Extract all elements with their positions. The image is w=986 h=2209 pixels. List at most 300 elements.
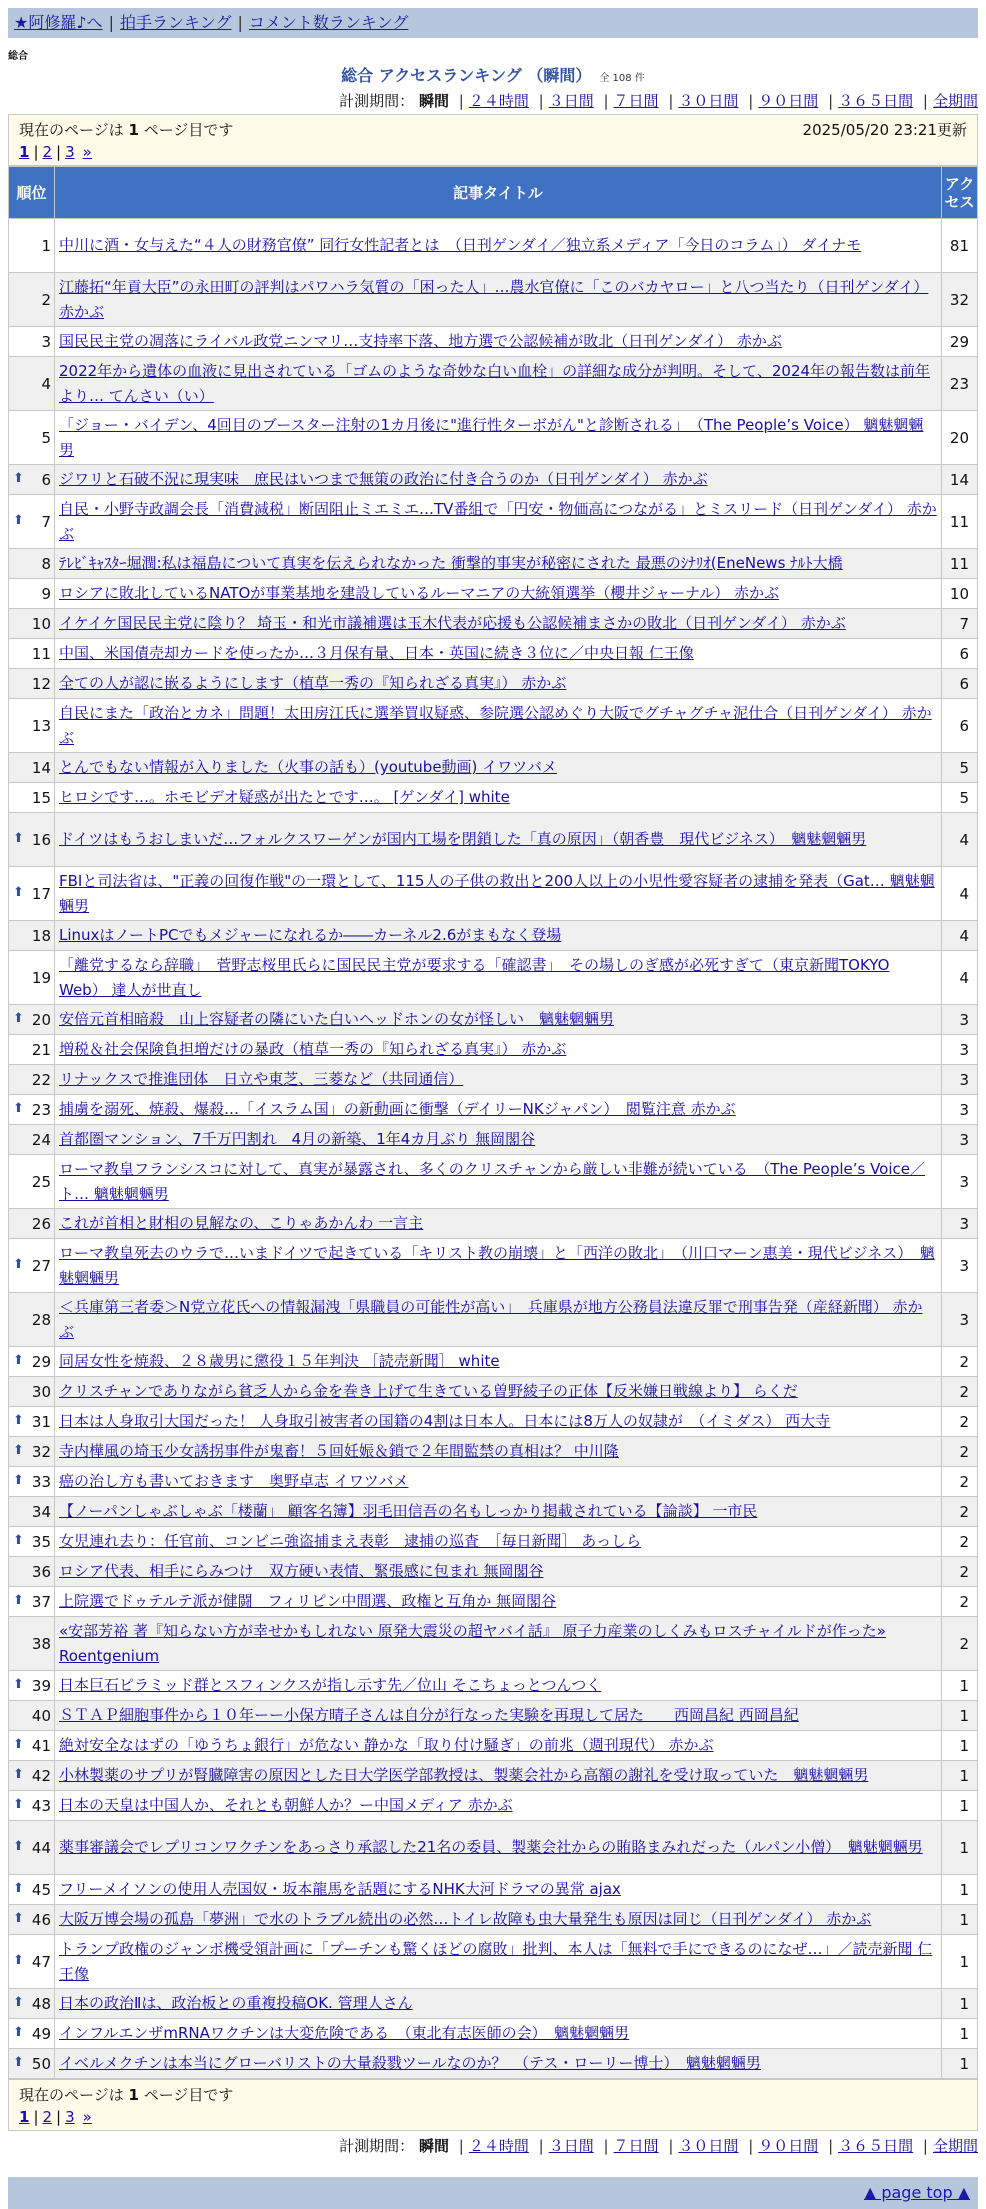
table-row [9, 669, 978, 699]
home-link[interactable]: ★阿修羅♪へ [14, 13, 103, 32]
page-title-text: 総合 アクセスランキング （瞬間） [341, 66, 592, 85]
article-title-link[interactable]: 安倍元首相暗殺 山上容疑者の隣にいた白いヘッドホンの女が怪しい 魑魅魍魎男 [59, 1010, 615, 1028]
article-title-link[interactable]: 2022年から遺体の血液に見出されている「ゴムのような奇妙な白い血栓」の詳細な成分が判明。そして、2024年の報告数は前年より… てんさい（い） [59, 361, 931, 405]
page-link-3-bottom[interactable]: 3 [65, 2108, 75, 2126]
rank-cell [9, 1791, 55, 1821]
rank-number: 8 [41, 554, 51, 573]
rank-up-arrow-icon: ⬆ [13, 1736, 24, 1752]
page-link-3[interactable]: 3 [65, 143, 75, 161]
access-count: 2 [942, 1557, 978, 1587]
period-current: 瞬間 [418, 92, 449, 110]
title-cell [55, 357, 942, 411]
table-row [9, 609, 978, 639]
title-column-header: 記事タイトル [55, 167, 942, 219]
page-link-1-bottom[interactable]: 1 [19, 2108, 30, 2126]
article-title-link[interactable]: 自民・小野寺政調会長「消費減税」断固阻止ミエミエ…TV番組で「円安・物価高につながる」とミスリード（日刊ゲンダイ） 赤かぶ [59, 499, 937, 543]
period-link-365d[interactable]: ３６５日間 [838, 92, 914, 110]
article-title-link[interactable]: 日本の天皇は中国人か、それとも朝鮮人か？ー中国メディア 赤かぶ [59, 1796, 513, 1814]
table-row [9, 1905, 978, 1935]
access-count: 1 [942, 1671, 978, 1701]
table-row [9, 1239, 978, 1293]
access-count: 2 [942, 1587, 978, 1617]
rank-cell [9, 1905, 55, 1935]
period-link-3d[interactable]: ３日間 [548, 92, 594, 110]
access-count: 3 [942, 1293, 978, 1347]
access-count: 3 [942, 1095, 978, 1125]
access-count: 3 [942, 1155, 978, 1209]
title-cell [55, 1065, 942, 1095]
rank-number: 27 [31, 1256, 51, 1275]
article-title-link[interactable]: ローマ教皇フランシスコに対して、真実が暴露され、多くのクリスチャンから厳しい非難が続いている （The People’s Voice／ト… 魑魅魍魎男 [59, 1159, 925, 1203]
title-cell [55, 579, 942, 609]
rank-up-arrow-icon: ⬆ [13, 1838, 24, 1854]
page-link-2[interactable]: 2 [42, 143, 53, 161]
table-row [9, 1065, 978, 1095]
article-title-link[interactable]: 大阪万博会場の孤島「夢洲」で水のトラブル続出の必然…トイレ故障も虫大量発生も原因は同じ（日刊ゲンダイ） 赤かぶ [59, 1910, 872, 1928]
title-cell [55, 753, 942, 783]
article-title-link[interactable]: 薬事審議会でレプリコンワクチンをあっさり承認した21名の委員、製薬会社からの賄賂まみれだった（ルパン小僧） 魑魅魍魎男 [59, 1838, 923, 1856]
rank-cell [9, 1467, 55, 1497]
table-row [9, 495, 978, 549]
period-link-90d[interactable]: ９０日間 [758, 92, 819, 110]
rank-up-arrow-icon: ⬆ [13, 2024, 24, 2040]
title-cell [55, 1791, 942, 1821]
article-title-link[interactable]: 同居女性を焼殺、２８歳男に懲役１５年判決 ［読売新聞］ white [59, 1352, 500, 1370]
article-title-link[interactable]: ドイツはもうおしまいだ…フォルクスワーゲンが国内工場を閉鎖した「真の原因」（朝香豊 現代ビジネス） 魑魅魍魎男 [59, 830, 867, 848]
rank-up-arrow-icon: ⬆ [13, 1100, 24, 1116]
rank-cell [9, 219, 55, 273]
rank-cell [9, 1209, 55, 1239]
title-cell [55, 1617, 942, 1671]
rank-number: 13 [31, 716, 51, 735]
article-title-link[interactable]: 癌の治し方も書いておきます 奥野卓志 イワツバメ [59, 1472, 409, 1490]
rank-number: 33 [31, 1472, 51, 1491]
rank-number: 9 [41, 584, 51, 603]
article-title-link[interactable]: リナックスで推進団体 日立や東芝、三菱など（共同通信） [59, 1070, 464, 1088]
page-top-link[interactable]: ▲ page top ▲ [863, 2183, 970, 2202]
rank-up-arrow-icon: ⬆ [13, 1532, 24, 1548]
table-row [9, 1791, 978, 1821]
article-title-link[interactable]: ロシアに敗北しているNATOが事業基地を建設しているルーマニアの大統領選挙（櫻井ジャーナル） 赤かぶ [59, 584, 780, 602]
rank-up-arrow-icon: ⬆ [13, 1880, 24, 1896]
article-title-link[interactable]: 「ジョー・バイデン、4回目のブースター注射の1カ月後に"進行性ターボがん"と診断される」 （The People’s Voice） 魑魅魍魎男 [59, 415, 924, 459]
access-count: 3 [942, 1005, 978, 1035]
article-title-link[interactable]: 日本の政治Ⅱは、政治板との重複投稿OK. 管理人さん [59, 1994, 413, 2012]
table-row [9, 327, 978, 357]
period-link-24h-bottom[interactable]: ２４時間 [468, 2137, 529, 2155]
rank-number: 49 [31, 2024, 51, 2043]
title-cell [55, 2049, 942, 2079]
article-title-link[interactable]: 日本は人身取引大国だった！ 人身取引被害者の国籍の4割は日本人。日本には8万人の奴隷が （イミダス） 西大寺 [59, 1412, 831, 1430]
clap-ranking-link[interactable]: 拍手ランキング [119, 13, 232, 32]
rank-number: 1 [41, 236, 51, 255]
rank-number: 40 [31, 1706, 51, 1725]
period-link-7d-bottom[interactable]: ７日間 [613, 2137, 659, 2155]
page-link-1[interactable]: 1 [19, 143, 30, 161]
table-row [9, 951, 978, 1005]
rank-up-arrow-icon: ⬆ [13, 1442, 24, 1458]
article-title-link[interactable]: トランプ政権のジャンボ機受領計画に「プーチンも驚くほどの腐敗」批判、本人は「無料で手にできるのになぜ…」／読売新聞 仁王像 [59, 1939, 933, 1983]
period-link-30d[interactable]: ３０日間 [678, 92, 739, 110]
access-count: 1 [942, 1761, 978, 1791]
period-link-all[interactable]: 全期間 [932, 92, 978, 110]
access-count: 3 [942, 1125, 978, 1155]
period-link-90d-bottom[interactable]: ９０日間 [758, 2137, 819, 2155]
table-row [9, 699, 978, 753]
title-cell [55, 1437, 942, 1467]
article-title-link[interactable]: ヒロシです…。ホモビデオ疑惑が出たとです…。 [ゲンダイ] white [59, 788, 510, 806]
rank-cell [9, 1497, 55, 1527]
rank-up-arrow-icon: ⬆ [13, 1256, 24, 1272]
table-row [9, 1497, 978, 1527]
rank-cell [9, 1989, 55, 2019]
rank-up-arrow-icon: ⬆ [13, 1010, 24, 1026]
rank-column-header: 順位 [9, 167, 55, 219]
rank-cell [9, 867, 55, 921]
table-row [9, 579, 978, 609]
article-title-link[interactable]: 全ての人が認に嵌るようにします（植草一秀の『知られざる真実』） 赤かぶ [59, 674, 567, 692]
rank-up-arrow-icon: ⬆ [13, 470, 24, 486]
article-title-link[interactable]: 江藤拓“年貢大臣”の永田町の評判はパワハラ気質の「困った人」…農水官僚に「このバカヤロー」と八つ当たり（日刊ゲンダイ） 赤かぶ [59, 277, 929, 321]
period-link-30d-bottom[interactable]: ３０日間 [678, 2137, 739, 2155]
rank-up-arrow-icon: ⬆ [13, 1412, 24, 1428]
rank-number: 12 [31, 674, 51, 693]
rank-number: 17 [31, 884, 51, 903]
title-cell [55, 1989, 942, 2019]
article-title-link[interactable]: ＜兵庫第三者委＞N党立花氏への情報漏洩「県職員の可能性が高い」 兵庫県が地方公務員法違反罪で刑事告発（産経新聞） 赤かぶ [59, 1297, 923, 1341]
article-title-link[interactable]: 上院選でドゥテルテ派が健闘 フィリピン中間選、政権と互角か 無岡閣谷 [59, 1592, 557, 1610]
rank-up-arrow-icon: ⬆ [13, 1994, 24, 2010]
article-title-link[interactable]: FBIと司法省は、"正義の回復作戦"の一環として、115人の子供の救出と200人以上の小児性愛容疑者の逮捕を発表（Gat… 魑魅魍魎男 [59, 871, 935, 915]
access-count: 29 [942, 327, 978, 357]
page-next-link-bottom[interactable]: » [82, 2108, 92, 2126]
table-row [9, 1731, 978, 1761]
table-row [9, 1761, 978, 1791]
rank-cell [9, 1557, 55, 1587]
rank-cell [9, 1293, 55, 1347]
category-label: 総合 [8, 51, 28, 62]
article-title-link[interactable]: LinuxはノートPCでもメジャーになれるか――カーネル2.6がまもなく登場 [59, 926, 562, 944]
rank-cell [9, 921, 55, 951]
article-title-link[interactable]: 自民にまた「政治とカネ」問題！太田房江氏に選挙買収疑惑、参院選公認めぐり大阪でグチャグチャ泥仕合（日刊ゲンダイ） 赤かぶ [59, 703, 932, 747]
article-title-link[interactable]: ＳＴＡＰ細胞事件から１０年ーー小保方晴子さんは自分が行なった実験を再現して居た 西岡昌紀 西岡昌紀 [59, 1706, 799, 1724]
article-title-link[interactable]: 中川に酒・女与えた“４人の財務官僚” 同行女性記者とは （日刊ゲンダイ／独立系メディア「今日のコラム」） ダイナモ [59, 236, 862, 254]
rank-number: 23 [31, 1100, 51, 1119]
rank-number: 7 [41, 512, 51, 531]
rank-cell [9, 639, 55, 669]
title-cell [55, 1527, 942, 1557]
rank-up-arrow-icon: ⬆ [13, 1952, 24, 1968]
rank-cell [9, 813, 55, 867]
access-count: 1 [942, 1989, 978, 2019]
rank-cell [9, 1821, 55, 1875]
rank-up-arrow-icon: ⬆ [13, 884, 24, 900]
access-count: 3 [942, 1065, 978, 1095]
title-cell [55, 273, 942, 327]
period-selector-bottom: 計測期間： 瞬間 | ２４時間 | ３日間 | ７日間 | ３０日間 | ９０日間 | ３６５日間 | 全期間 [339, 2137, 978, 2155]
article-title-link[interactable]: 絶対安全なはずの「ゆうちょ銀行」が危ない 静かな「取り付け騒ぎ」の前兆（週刊現代） 赤かぶ [59, 1736, 714, 1754]
title-cell [55, 951, 942, 1005]
access-count: 6 [942, 699, 978, 753]
rank-number: 16 [31, 830, 51, 849]
page-next-link[interactable]: » [82, 143, 92, 161]
table-row [9, 867, 978, 921]
rank-number: 18 [31, 926, 51, 945]
title-cell [55, 1467, 942, 1497]
article-title-link[interactable]: 女児連れ去り：任官前、コンビニ強盗捕まえ表彰 逮捕の巡査 ［毎日新聞］ あっしら [59, 1532, 642, 1550]
title-cell [55, 783, 942, 813]
access-count: 1 [942, 1701, 978, 1731]
title-cell [55, 639, 942, 669]
table-row [9, 465, 978, 495]
table-row [9, 1587, 978, 1617]
title-cell [55, 1557, 942, 1587]
rank-cell [9, 357, 55, 411]
access-column-header: アクセス [942, 167, 978, 219]
rank-number: 22 [31, 1070, 51, 1089]
title-cell [55, 1587, 942, 1617]
page-title [8, 64, 978, 88]
table-row [9, 1209, 978, 1239]
rank-number: 43 [31, 1796, 51, 1815]
period-link-all-bottom[interactable]: 全期間 [932, 2137, 978, 2155]
pager-top: 現在のページは 1 ページ目です 2025/05/20 23:21更新 1 | 2 | 3 » [8, 114, 978, 166]
page-link-2-bottom[interactable]: 2 [42, 2108, 53, 2126]
title-cell [55, 1407, 942, 1437]
rank-up-arrow-icon: ⬆ [13, 512, 24, 528]
rank-number: 50 [31, 2054, 51, 2073]
article-title-link[interactable]: イケイケ国民民主党に陰り？ 埼玉・和光市議補選は玉木代表が応援も公認候補まさかの敗北（日刊ゲンダイ） 赤かぶ [59, 614, 846, 632]
current-page-info: 現在のページは 1 ページ目です [19, 121, 234, 139]
article-title-link[interactable]: イベルメクチンは本当にグローバリストの大量殺戮ツールなのか？ （テス・ローリー博士） 魑魅魍魎男 [59, 2054, 761, 2072]
title-cell [55, 1293, 942, 1347]
access-count: 6 [942, 669, 978, 699]
rank-number: 5 [41, 428, 51, 447]
current-page-info-bottom: 現在のページは 1 ページ目です [19, 2086, 234, 2104]
table-row [9, 1437, 978, 1467]
rank-up-arrow-icon: ⬆ [13, 2054, 24, 2070]
table-row [9, 1347, 978, 1377]
period-link-3d-bottom[interactable]: ３日間 [548, 2137, 594, 2155]
article-title-link[interactable]: 中国、米国債売却カードを使ったか…３月保有量、日本・英国に続き３位に／中央日報 仁王像 [59, 644, 694, 662]
rank-cell [9, 1527, 55, 1557]
table-row [9, 2019, 978, 2049]
period-link-365d-bottom[interactable]: ３６５日間 [838, 2137, 914, 2155]
access-count: 1 [942, 1905, 978, 1935]
access-count: 2 [942, 1617, 978, 1671]
access-count: 10 [942, 579, 978, 609]
access-count: 3 [942, 1239, 978, 1293]
title-cell [55, 327, 942, 357]
title-cell [55, 1209, 942, 1239]
article-title-link[interactable]: 「離党するなら辞職」 菅野志桜里氏らに国民民主党が要求する「確認書」 その場しのぎ感が必死すぎて（東京新聞TOKYO Web） 達人が世直し [59, 955, 890, 999]
title-cell [55, 1821, 942, 1875]
article-title-link[interactable]: 国民民主党の凋落にライバル政党ニンマリ…支持率下落、地方選で公認候補が敗北（日刊ゲンダイ） 赤かぶ [59, 332, 782, 350]
access-count: 14 [942, 465, 978, 495]
rank-number: 41 [31, 1736, 51, 1755]
rank-cell [9, 1239, 55, 1293]
title-cell [55, 1497, 942, 1527]
rank-cell [9, 783, 55, 813]
period-link-24h[interactable]: ２４時間 [468, 92, 529, 110]
table-row [9, 639, 978, 669]
rank-up-arrow-icon: ⬆ [13, 1766, 24, 1782]
article-title-link[interactable]: フリーメイソンの使用人売国奴・坂本龍馬を話題にするNHK大河ドラマの異常 ajax [59, 1880, 621, 1898]
title-cell [55, 465, 942, 495]
article-title-link[interactable]: これが首相と財相の見解なの、こりゃあかんわ 一言主 [59, 1214, 424, 1232]
access-count: 11 [942, 495, 978, 549]
article-title-link[interactable]: ローマ教皇死去のウラで…いまドイツで起きている「キリスト教の崩壊」と「西洋の敗北」 （川口マーン惠美・現代ビジネス） 魑魅魍魎男 [59, 1243, 935, 1287]
rank-cell [9, 1731, 55, 1761]
access-count: 1 [942, 1935, 978, 1989]
table-row [9, 783, 978, 813]
article-title-link[interactable]: ﾃﾚﾋﾞｷｬｽﾀｰ堀潤:私は福島について真実を伝えられなかった 衝撃的事実が秘密にされた 最悪のｼﾅﾘｵ(EneNews ﾅﾙﾄ大橋 [59, 554, 843, 572]
title-cell [55, 1035, 942, 1065]
rank-number: 45 [31, 1880, 51, 1899]
top-nav-bar: ★阿修羅♪へ | 拍手ランキング | コメント数ランキング [8, 8, 978, 38]
rank-cell [9, 1125, 55, 1155]
access-count: 2 [942, 1527, 978, 1557]
access-count: 5 [942, 783, 978, 813]
rank-number: 20 [31, 1010, 51, 1029]
article-title-link[interactable]: インフルエンザmRNAワクチンは大変危険である （東北有志医師の会） 魑魅魍魎男 [59, 2024, 630, 2042]
rank-cell [9, 549, 55, 579]
title-cell [55, 1377, 942, 1407]
title-cell [55, 1701, 942, 1731]
article-title-link[interactable]: «安部芳裕 著『知らない方が幸せかもしれない 原発大震災の超ヤバイ話』 原子力産業のしくみもロスチャイルドが作った» Roentgenium [59, 1621, 886, 1665]
rank-number: 46 [31, 1910, 51, 1929]
rank-cell [9, 1005, 55, 1035]
article-title-link[interactable]: 首都圏マンション、7千万円割れ 4月の新築、1年4カ月ぶり 無岡閣谷 [59, 1130, 536, 1148]
table-row [9, 813, 978, 867]
rank-number: 39 [31, 1676, 51, 1695]
rank-number: 24 [31, 1130, 51, 1149]
article-title-link[interactable]: ロシア代表、相手にらみつけ 双方硬い表情、緊張感に包まれ 無岡閣谷 [59, 1562, 544, 1580]
total-count: 全 108 件 [599, 73, 645, 84]
table-row [9, 1821, 978, 1875]
article-title-link[interactable]: とんでもない情報が入りました（火事の話も）(youtube動画) イワツバメ [59, 758, 557, 776]
table-row [9, 1557, 978, 1587]
rank-number: 34 [31, 1502, 51, 1521]
title-cell [55, 1905, 942, 1935]
rank-number: 30 [31, 1382, 51, 1401]
title-cell [55, 669, 942, 699]
access-count: 2 [942, 1497, 978, 1527]
rank-number: 2 [41, 290, 51, 309]
table-row [9, 549, 978, 579]
access-count: 2 [942, 1377, 978, 1407]
access-count: 1 [942, 1821, 978, 1875]
rank-number: 32 [31, 1442, 51, 1461]
rank-cell [9, 495, 55, 549]
article-title-link[interactable]: 小林製薬のサプリが腎臓障害の原因とした日大学医学部教授は、製薬会社から高額の謝礼を受け取っていた 魑魅魍魎男 [59, 1766, 869, 1784]
access-count: 1 [942, 1731, 978, 1761]
table-row [9, 1467, 978, 1497]
pager-bottom: 現在のページは 1 ページ目です 1 | 2 | 3 » [8, 2079, 978, 2131]
table-row [9, 2049, 978, 2079]
table-row [9, 1125, 978, 1155]
table-row [9, 357, 978, 411]
access-count: 2 [942, 1407, 978, 1437]
rank-cell [9, 327, 55, 357]
table-row [9, 219, 978, 273]
rank-number: 10 [31, 614, 51, 633]
access-count: 4 [942, 921, 978, 951]
period-selector-top: 計測期間： 瞬間 | ２４時間 | ３日間 | ７日間 | ３０日間 | ９０日間 | ３６５日間 | 全期間 [339, 92, 978, 110]
access-count: 2 [942, 1467, 978, 1497]
title-cell [55, 1155, 942, 1209]
access-count: 1 [942, 1875, 978, 1905]
rank-cell [9, 609, 55, 639]
rank-cell [9, 1095, 55, 1125]
article-title-link[interactable]: 捕虜を溺死、焼殺、爆殺…「イスラム国」の新動画に衝撃（デイリーNKジャパン） 閲覧注意 赤かぶ [59, 1100, 736, 1118]
access-count: 3 [942, 1035, 978, 1065]
article-title-link[interactable]: 日本巨石ピラミッド群とスフィンクスが指し示す先／位山 そこちょっとつんつく [59, 1676, 602, 1694]
article-title-link[interactable]: 寺内樺風の埼玉少女誘拐事件が鬼畜！５回妊娠＆鎖で２年間監禁の真相は？ 中川隆 [59, 1442, 619, 1460]
title-cell [55, 495, 942, 549]
table-row [9, 411, 978, 465]
article-title-link[interactable]: クリスチャンでありながら貧乏人から金を巻き上げて生きている曽野綾子の正体【反米嫌日戦線より】 らくだ [59, 1382, 798, 1400]
rank-number: 6 [41, 470, 51, 489]
table-row [9, 921, 978, 951]
rank-up-arrow-icon: ⬆ [13, 1592, 24, 1608]
title-cell [55, 1005, 942, 1035]
title-cell [55, 921, 942, 951]
title-cell [55, 609, 942, 639]
article-title-link[interactable]: ジワリと石破不況に現実味 庶民はいつまで無策の政治に付き合うのか（日刊ゲンダイ） 赤かぶ [59, 470, 708, 488]
rank-cell [9, 1065, 55, 1095]
title-cell [55, 2019, 942, 2049]
rank-cell [9, 1347, 55, 1377]
table-row [9, 1935, 978, 1989]
title-cell [55, 1875, 942, 1905]
title-cell [55, 1671, 942, 1701]
rank-cell [9, 1761, 55, 1791]
rank-cell [9, 753, 55, 783]
title-cell [55, 699, 942, 753]
rank-number: 31 [31, 1412, 51, 1431]
table-row [9, 273, 978, 327]
rank-up-arrow-icon: ⬆ [13, 830, 24, 846]
table-row [9, 1155, 978, 1209]
access-count: 20 [942, 411, 978, 465]
title-cell [55, 549, 942, 579]
rank-number: 44 [31, 1838, 51, 1857]
comment-ranking-link[interactable]: コメント数ランキング [248, 13, 409, 32]
access-count: 4 [942, 951, 978, 1005]
access-count: 6 [942, 639, 978, 669]
rank-cell [9, 411, 55, 465]
article-title-link[interactable]: 増税＆社会保険負担増だけの暴政（植草一秀の『知られざる真実』） 赤かぶ [59, 1040, 567, 1058]
rank-cell [9, 1035, 55, 1065]
title-cell [55, 219, 942, 273]
rank-cell [9, 1701, 55, 1731]
rank-number: 19 [31, 968, 51, 987]
table-row [9, 1095, 978, 1125]
rank-number: 47 [31, 1952, 51, 1971]
table-row [9, 1035, 978, 1065]
ranking-table [8, 166, 978, 2079]
access-count: 32 [942, 273, 978, 327]
rank-number: 3 [41, 332, 51, 351]
footer-bar [8, 2177, 978, 2209]
title-cell [55, 1761, 942, 1791]
article-title-link[interactable]: 【ノーパンしゃぶしゃぶ「楼蘭」 顧客名簿】羽毛田信吾の名もしっかり掲載されている【論談】 一市民 [59, 1502, 758, 1520]
period-link-7d[interactable]: ７日間 [613, 92, 659, 110]
rank-up-arrow-icon: ⬆ [13, 1796, 24, 1812]
access-count: 2 [942, 1347, 978, 1377]
rank-cell [9, 2019, 55, 2049]
